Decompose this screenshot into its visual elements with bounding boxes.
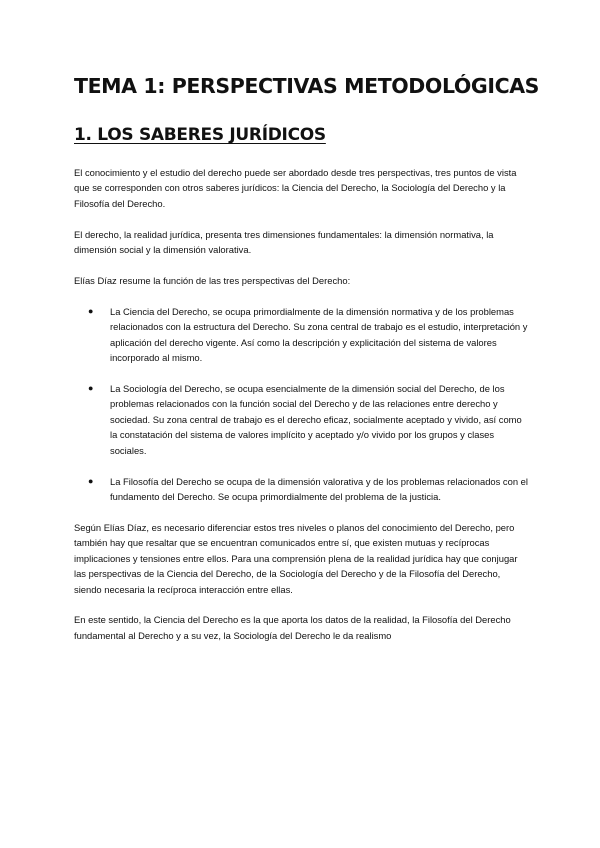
list-item-text: La Filosofía del Derecho se ocupa de la dimensión valorativa y de los problemas relacionados con el fundamento del Derecho. Se ocupa primordialmente del problema de la justicia.	[110, 475, 528, 502]
section-heading: 1. LOS SABERES JURÍDICOS	[74, 125, 326, 145]
list-item	[74, 304, 528, 366]
paragraph-intro-2: El derecho, la realidad jurídica, presenta tres dimensiones fundamentales: la dimensión normativa, la dimensión social y la dimensión valorativa.	[74, 228, 494, 256]
bullet-icon: ●	[88, 475, 94, 486]
bullet-icon: ●	[88, 305, 94, 316]
list-item-text: La Ciencia del Derecho, se ocupa primordialmente de la dimensión normativa y de los problemas relacionados con la estructura del Derecho. Su zona central de trabajo es el estudio, interpretación y aplicación del derecho vigente. Así como la descripción y explicitación del sistema de valores incorporado al mismo.	[110, 305, 528, 364]
bullet-icon: ●	[88, 383, 94, 394]
list-item-text: La Sociología del Derecho, se ocupa esencialmente de la dimensión social del Derecho, de los problemas relacionados con la función social del Derecho y de las relaciones entre derecho y sociedad. Su zona central de trabajo es el derecho eficaz, socialmente aceptado y vivido, así como la constatación del sistema de valores implícito y aceptado y/o vivido por los grupos y clases sociales.	[110, 383, 522, 456]
paragraph-intro-1: El conocimiento y el estudio del derecho puede ser abordado desde tres perspectivas, tres puntos de vista que se corresponden con otros saberes jurídicos: la Ciencia del Derecho, la Sociología del Derecho y la Filosofía del Derecho.	[74, 167, 517, 209]
document-title: TEMA 1: PERSPECTIVAS METODOLÓGICAS	[74, 74, 540, 98]
list-item	[74, 474, 528, 505]
list-item	[74, 381, 528, 458]
bullet-list	[74, 304, 528, 504]
paragraph-intro-3: Elías Díaz resume la función de las tres perspectivas del Derecho:	[74, 275, 351, 287]
paragraph-outro-2: En este sentido, la Ciencia del Derecho es la que aporta los datos de la realidad, la Filosofía del Derecho fundamental al Derecho y a su vez, la Sociología del Derecho le da realismo	[74, 614, 511, 641]
paragraph-outro-1: Según Elías Díaz, es necesario diferenciar estos tres niveles o planos del conocimiento del Derecho, pero también hay que resaltar que se encuentran comunicados entre sí, que existen mutuas y recíprocas implicaciones y tensiones entre ellos. Para una comprensión plena de la realidad jurídica hay que conjugar las perspectivas de la Ciencia del Derecho, de la Sociología del Derecho y de la Filosofía del Derecho, siendo necesaria la recíproca interacción entre ellas.	[74, 521, 518, 595]
